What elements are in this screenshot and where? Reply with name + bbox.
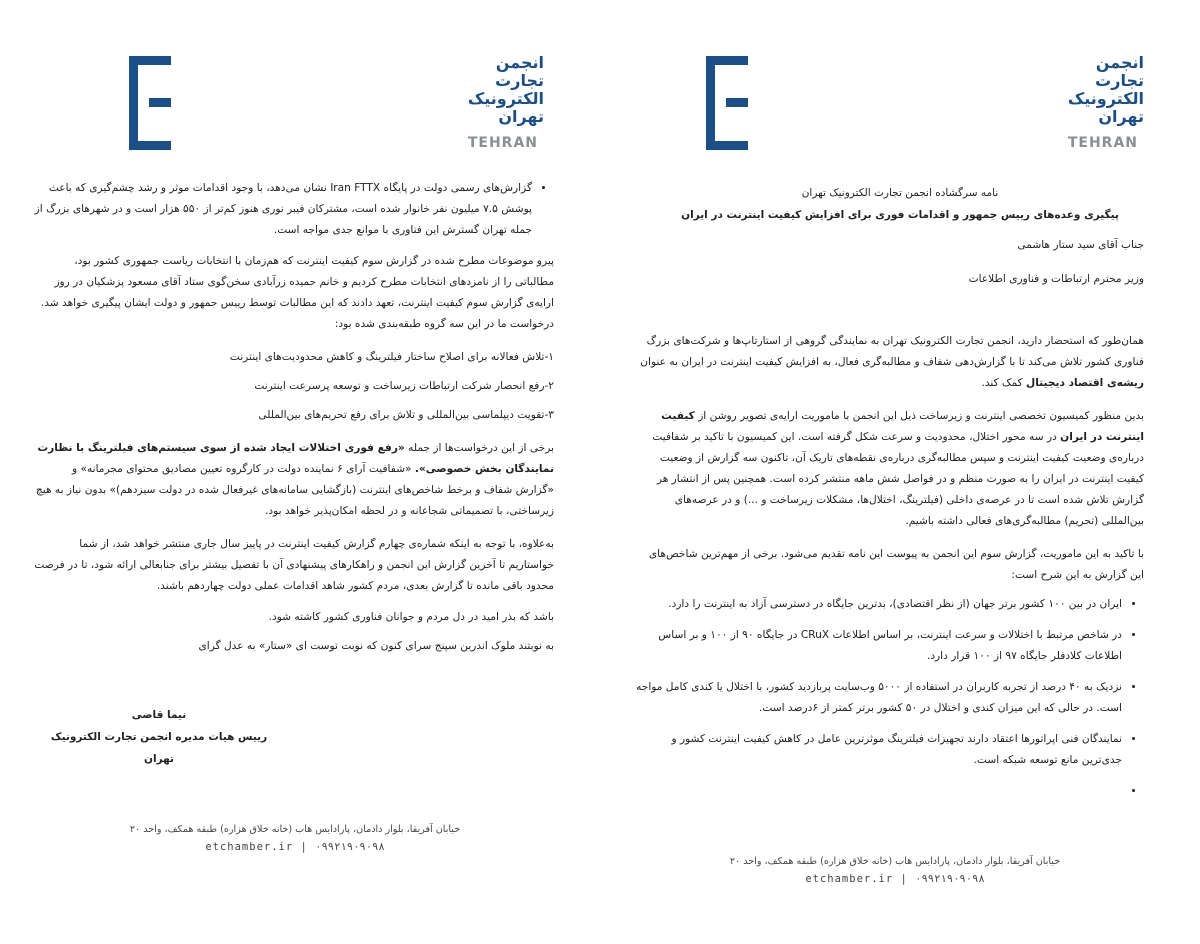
- list-item: • ایران در بین ۱۰۰ کشور برتر جهان (از نظر اقتصادی)، بدترین جایگاه در دسترسی آزاد به اینترنت را دارد.: [634, 594, 1122, 615]
- footer-contact: etchamber.ir | ۰۹۹۲۱۹۰۹۰۹۸: [805, 873, 985, 885]
- letter-heading: [630, 182, 1170, 226]
- text-run: برخی از این درخواست‌ها از جمله: [408, 442, 554, 454]
- footer: [100, 824, 490, 853]
- footer-contact: etchamber.ir | ۰۹۹۲۱۹۰۹۰۹۸: [205, 841, 385, 853]
- brand-line: الکترونیک: [1067, 89, 1144, 108]
- list-item: ۳-تقویت دیپلماسی بین‌المللی و تلاش برای رفع تحریم‌های بین‌المللی: [258, 409, 554, 421]
- paragraph: [634, 331, 1144, 394]
- signature-block: [44, 704, 274, 770]
- letter-body: [34, 178, 554, 657]
- brand-en: TEHRAN: [1067, 135, 1139, 151]
- brand-line: تهران: [498, 107, 544, 126]
- paragraph: با تاکید به این ماموریت، گزارش سوم این انجمن به پیوست این نامه تقدیم می‌شود. برخی از مهم‌ترین شاخص‌های این گزارش به این شرح است:: [648, 548, 1144, 581]
- paragraph: باشد که بذر امید در دل مردم و جوانان فناوری کشور کاشته شود.: [268, 611, 554, 623]
- bullet-list: [34, 178, 554, 241]
- list-item: • گزارش‌های رسمی دولت در پایگاه Iran FTTX نشان می‌دهد، با وجود اقدامات موثر و رشد چشم‌گیری که باعث پوشش ۷.۵ میلیون نفر خانوار شده است، مشترکان فیبر نوری هنوز کم‌تر از ۵۵۰ هزار است و در شهرهای بزرگ از جمله تهران گسترش این فناوری با موانع جدی مواجه است.: [34, 178, 532, 241]
- paragraph: [34, 438, 554, 522]
- list-item: ۱-تلاش فعالانه برای اصلاح ساختار فیلترینگ و کاهش محدودیت‌های اینترنت: [229, 351, 554, 363]
- text-run: «شفافیت آرای ۶ نماینده دولت در کارگروه تعیین مصادیق محتوای مجرمانه» و «گزارش شفاف و برخط شاخص‌های اینترنت (بازگشایی سامانه‌های غیرفعال شده در دولت سیزدهم)» بدون نیاز به هیچ زیرساختی، با تصمیماتی شجاعانه و در لحظه امکان‌پذیر خواهد بود.: [35, 463, 554, 517]
- recipient-block: [724, 232, 1144, 292]
- text-bold: کیفیت اینترنت در ایران: [661, 410, 1144, 443]
- footer-address: خیابان آفریقا، بلوار دادمان، پارادایس هاب (خانه خلاق هزاره) طبقه همکف، واحد ۲۰: [129, 824, 461, 835]
- brand-en: TEHRAN: [467, 135, 539, 151]
- brand-line: تهران: [1098, 107, 1144, 126]
- text-bold: ریشه‌ی اقتصاد دیجیتال: [1026, 377, 1144, 389]
- recipient-title: وزیر محترم ارتباطات و فناوری اطلاعات: [968, 273, 1144, 285]
- list-item: • در شاخص مرتبط با اختلالات و سرعت اینترنت، بر اساس اطلاعات CRuX در جایگاه ۹۰ از ۱۰۰ و بر اساس اطلاعات کلادفلر جایگاه ۹۷ از ۱۰۰ قرار دارد.: [634, 625, 1122, 667]
- text-run: همان‌طور که استحضار دارید، انجمن تجارت الکترونیک تهران به نمایندگی گروهی از استارتاپ‌ها و شرکت‌های بزرگ فناوری کشور تلاش می‌کند تا با گزارش‌دهی شفاف و مطالبه‌گری فعال، به افزایش کیفیت اینترنت در ایران به عنوان: [640, 335, 1144, 368]
- letter-page-1: [600, 0, 1200, 944]
- footer: [700, 856, 1090, 885]
- signer-title: رییس هیات مدیره انجمن تجارت الکترونیک تهران: [50, 731, 268, 765]
- letter-title: پیگیری وعده‌های رییس جمهور و اقدامات فوری برای افزایش کیفیت اینترنت در ایران: [681, 209, 1119, 221]
- salutation: جناب آقای سید ستار هاشمی: [1017, 239, 1144, 251]
- brand-line: الکترونیک: [467, 89, 544, 108]
- footer-address: خیابان آفریقا، بلوار دادمان، پارادایس هاب (خانه خلاق هزاره) طبقه همکف، واحد ۲۰: [729, 856, 1061, 867]
- signer-name: نیما قاضی: [131, 709, 187, 721]
- e-logo-icon: [129, 56, 171, 150]
- text-bold: «رفع فوری اختلالات ایجاد شده از سوی سیستم‌های فیلترینگ با نظارت نمایندگان بخش خصوصی».: [37, 442, 554, 475]
- brand-line: انجمن: [1095, 53, 1144, 72]
- brand-wordmark: [468, 54, 544, 151]
- brand-line: انجمن: [495, 53, 544, 72]
- paragraph: پیرو موضوعات مطرح شده در گزارش سوم کیفیت اینترنت که هم‌زمان با انتخابات ریاست جمهوری کشور بود، مطالباتی را از نامزدهای انتخابات مطرح کردیم و خانم حمیده زرآبادی سخن‌گوی ستاد آقای مسعود پزشکیان در روز ارایه‌ی گزارش سوم کیفیت اینترنت، تعهد دادند که این مطالبات توسط رییس جمهور و دولت ایشان پیگیری خواهد شد. درخواست ما در این سه گروه طبقه‌بندی شده بود:: [40, 255, 554, 330]
- list-item: ۲-رفع انحصار شرکت ارتباطات زیرساخت و توسعه پرسرعت اینترنت: [254, 380, 554, 392]
- text-run: در سه محور اختلال، محدودیت و سرعت شکل گرفته است. این کمیسیون با تاکید بر شفافیت درباره‌ی وضعیت کیفیت اینترنت و سپس مطالبه‌گری درباره‌ی نقطه‌های تاریک آن، تاکنون سه گزارش از وضعیت کیفیت اینترنت در ایران را به صورت منظم و در فواصل شش ماهه منتشر کرده است. همچنین پس از انتشار هر گزارش تلاش شده است تا در عرصه‌ی داخلی (فیلترینگ، اختلال‌ها، مشکلات زیرساخت و ...) و در عرصه‌های بین‌المللی (تحریم) مطالبه‌گری‌های فعالی داشته باشیم.: [652, 431, 1144, 527]
- letter-body: [634, 331, 1144, 810]
- text-run: کمک کند.: [981, 377, 1023, 389]
- poem-line: به نوبتند ملوک اندرین سپنج سرای کنون که نوبت توست ای «ستار» به عدل گرای: [198, 640, 554, 652]
- brand-line: تجارت: [1095, 71, 1144, 90]
- list-item: [634, 781, 1122, 802]
- e-logo-icon: [706, 56, 748, 150]
- brand-line: تجارت: [495, 71, 544, 90]
- list-item: • نزدیک به ۴۰ درصد از تجربه کاربران در استفاده از ۵۰۰۰ وب‌سایت پربازدید کشور، با اختلال یا کندی کامل مواجه است. در حالی که این میزان کندی و اختلال در ۵۰ کشور برتر کمتر از ۶درصد است.: [634, 677, 1122, 719]
- bullet-list: [634, 594, 1144, 802]
- brand-wordmark: [1068, 54, 1144, 151]
- paragraph: به‌علاوه، با توجه به اینکه شماره‌ی چهارم گزارش کیفیت اینترنت در پاییز سال جاری منتشر خواهد شد، از شما خواستاریم تا آخرین گزارش این انجمن و راهکارهای پیشنهادی آن با تفصیل بیشتر برای جنابعالی ارائه شود، تا در فرصت محدود باقی مانده تا گزارش بعدی، مردم کشور شاهد اقدامات عملی دولت چهاردهم باشند.: [34, 538, 554, 592]
- text-run: بدین منظور کمیسیون تخصصی اینترنت و زیرساخت ذیل این انجمن با ماموریت ارایه‌ی تصویر روشن از: [698, 410, 1144, 422]
- list-item: • نمایندگان فنی اپراتورها اعتقاد دارند تجهیزات فیلترینگ موثرترین عامل در کاهش کیفیت اینترنت کشور و جدی‌ترین مانع توسعه شبکه است.: [634, 729, 1122, 771]
- paragraph: [634, 406, 1144, 532]
- letter-intro: نامه سرگشاده انجمن تجارت الکترونیک تهران: [801, 187, 999, 199]
